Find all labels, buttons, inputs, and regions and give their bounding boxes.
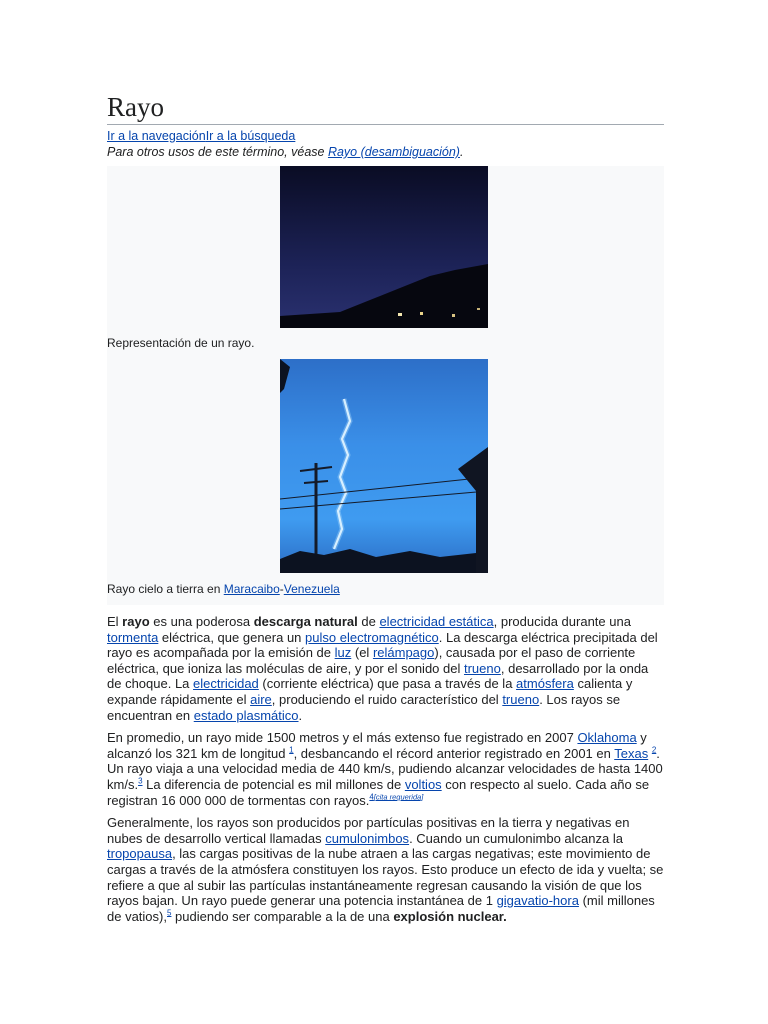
link-trueno-2[interactable]: trueno bbox=[502, 691, 540, 707]
link-voltios[interactable]: voltios bbox=[404, 776, 442, 792]
maracaibo-link[interactable]: Maracaibo bbox=[223, 582, 280, 596]
text: En promedio, un rayo mide 1500 metros y el más extenso fue registrado en 2007 bbox=[107, 730, 578, 746]
link-pulso-electromagnetico[interactable]: pulso electromagnético bbox=[305, 629, 439, 645]
article bbox=[107, 92, 664, 931]
bold-term: descarga natural bbox=[253, 614, 358, 629]
page-title: Rayo bbox=[107, 92, 664, 125]
text: . La descarga eléctrica precipitada del rayo es acompañada por la emisión de bbox=[107, 629, 658, 661]
text: . Cuando un cumulonimbo alcanza la bbox=[409, 830, 623, 846]
link-texas[interactable]: Texas bbox=[614, 745, 649, 761]
text: , las cargas positivas de la nube atraen a las cargas negativas; este movimiento de cargas a través de la atmósfera constituyen los rayos. Esto produce un efecto de ida y vuelta; se refiere a que al subir las partículas instantáneamente regresan causando la visión de que los rayos bajan. Un rayo puede generar una potencia instantánea de 1 bbox=[107, 846, 664, 909]
lightning-image[interactable] bbox=[280, 359, 488, 573]
text: (corriente eléctrica) que pasa a través de la bbox=[258, 676, 517, 692]
link-luz[interactable]: luz bbox=[334, 645, 352, 661]
link-relampago[interactable]: relámpago bbox=[372, 645, 435, 661]
paragraph-statistics bbox=[107, 730, 664, 808]
link-estado-plasmatico[interactable]: estado plasmático bbox=[193, 707, 299, 723]
link-electricidad[interactable]: electricidad bbox=[193, 676, 259, 692]
figure-maracaibo-lightning bbox=[107, 359, 664, 574]
link-trueno[interactable]: trueno bbox=[463, 660, 501, 676]
text: ), causada por el paso de corriente eléctrica, que ioniza las moléculas de aire, y por el sonido del bbox=[107, 645, 636, 676]
figure-night-lightning bbox=[107, 166, 664, 328]
text: . bbox=[298, 707, 303, 723]
figure-caption-1: Representación de un rayo. bbox=[107, 336, 255, 350]
text: y alcanzó los 321 km de longitud bbox=[107, 730, 647, 761]
bold-term: explosión nuclear. bbox=[393, 908, 507, 924]
text: (el bbox=[351, 645, 373, 661]
reference-3[interactable]: 3 bbox=[138, 776, 143, 786]
text: , desbancando el récord anterior registrado en 2001 en bbox=[293, 745, 615, 761]
citation-needed-link[interactable]: [cita requerida] bbox=[373, 792, 424, 802]
paragraph-intro bbox=[107, 614, 664, 723]
venezuela-link[interactable]: Venezuela bbox=[283, 582, 340, 596]
text: , producida durante una bbox=[493, 614, 631, 629]
night-sky-image[interactable] bbox=[280, 166, 488, 328]
caption-2-text: Rayo cielo a tierra en bbox=[107, 582, 224, 596]
text: con respecto al suelo. Cada año se registran 16 000 000 de tormentas con rayos. bbox=[107, 776, 650, 808]
jump-links bbox=[107, 129, 664, 144]
figure-caption-2 bbox=[107, 574, 664, 605]
jump-to-navigation-link[interactable]: Ir a la navegación bbox=[107, 129, 206, 143]
link-oklahoma[interactable]: Oklahoma bbox=[577, 730, 637, 746]
link-cumulonimbos[interactable]: cumulonimbos bbox=[325, 830, 410, 846]
caption-2-separator: - bbox=[279, 582, 284, 596]
hatnote-text: Para otros usos de este término, véase bbox=[107, 145, 328, 159]
link-aire[interactable]: aire bbox=[250, 691, 272, 707]
reference-1[interactable]: 1 bbox=[289, 745, 294, 755]
text: es una poderosa bbox=[149, 614, 254, 629]
text: El bbox=[107, 614, 123, 629]
text: . Un rayo viaja a una velocidad media de 440 km/s, pudiendo alcanzar velocidades de hasta 1400 km/s. bbox=[107, 745, 663, 792]
hatnote bbox=[107, 144, 664, 160]
bold-term: rayo bbox=[122, 614, 150, 629]
paragraph-formation bbox=[107, 815, 664, 924]
reference-2[interactable]: 2 bbox=[651, 745, 657, 755]
reference-4[interactable]: 4 bbox=[369, 792, 374, 802]
disambiguation-link[interactable]: Rayo (desambiguación) bbox=[327, 145, 460, 159]
link-atmosfera[interactable]: atmósfera bbox=[516, 676, 574, 692]
link-electricidad-estatica[interactable]: electricidad estática bbox=[379, 614, 494, 629]
text: Generalmente, los rayos son producidos por partículas positivas en la tierra y negativas en nubes de desarrollo vertical llamadas bbox=[107, 815, 630, 846]
link-tropopausa[interactable]: tropopausa bbox=[107, 846, 173, 862]
text: , desarrollado por la onda de choque. La bbox=[107, 660, 649, 692]
figures-box bbox=[107, 166, 664, 605]
text: La diferencia de potencial es mil millones de bbox=[142, 776, 405, 792]
text: (mil millones de vatios), bbox=[107, 893, 655, 924]
reference-5[interactable]: 5 bbox=[166, 908, 172, 918]
link-tormenta[interactable]: tormenta bbox=[107, 629, 159, 645]
text: pudiendo ser comparable a la de una bbox=[171, 908, 394, 924]
text: de bbox=[357, 614, 380, 629]
text: calienta y expande rápidamente el bbox=[107, 676, 633, 707]
text: , produciendo el ruido característico del bbox=[271, 691, 503, 707]
link-gigavatio-hora[interactable]: gigavatio-hora bbox=[496, 893, 579, 909]
hatnote-suffix: . bbox=[459, 145, 464, 159]
text: eléctrica, que genera un bbox=[158, 629, 306, 645]
text: . Los rayos se encuentran en bbox=[107, 691, 621, 723]
jump-to-search-link[interactable]: Ir a la búsqueda bbox=[205, 129, 296, 143]
